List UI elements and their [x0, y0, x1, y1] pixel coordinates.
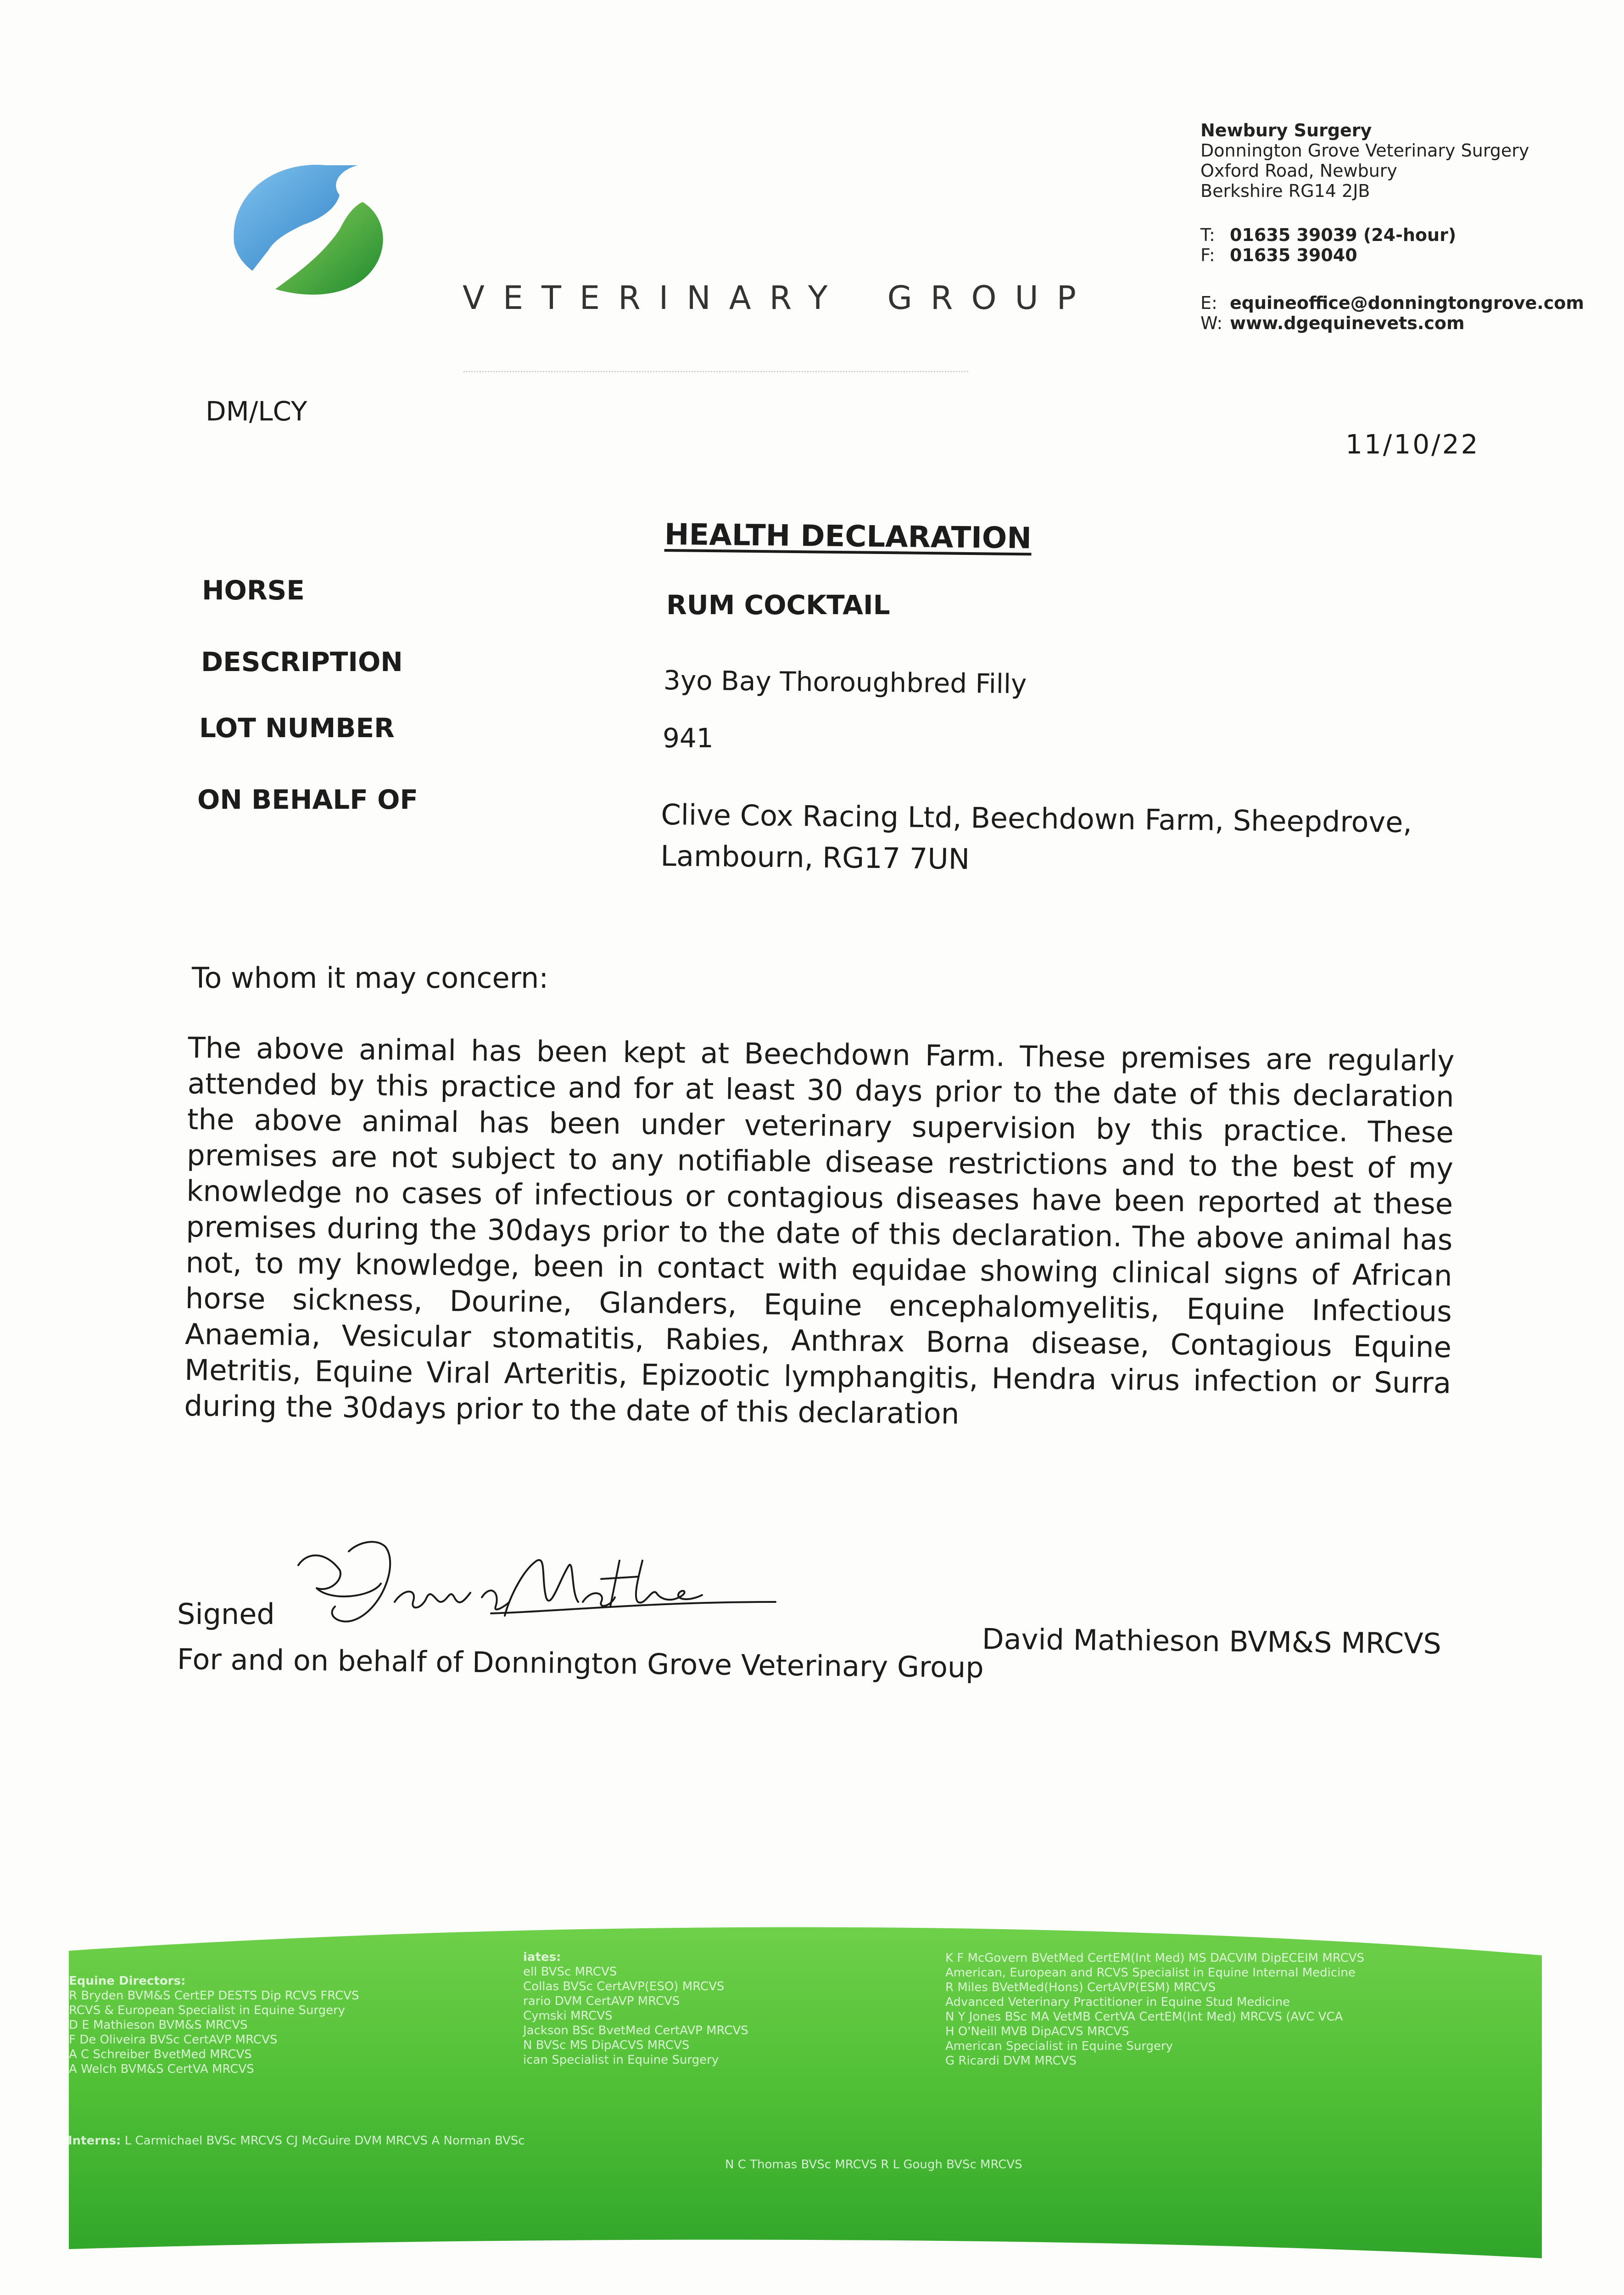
field-label-description: DESCRIPTION — [201, 646, 403, 677]
brand-wordmark — [463, 279, 1094, 317]
footer-line: A Welch BVM&S CertVA MRCVS — [69, 2062, 254, 2076]
footer-line: F De Oliveira BVSc CertAVP MRCVS — [69, 2033, 278, 2047]
contact-fax — [1200, 245, 1584, 265]
field-value-description: 3yo Bay Thoroughbred Filly — [663, 665, 1027, 700]
on-behalf-statement: For and on behalf of Donnington Grove Veterinary Group — [177, 1642, 984, 1685]
interns-list: L Carmichael BVSc MRCVS CJ McGuire DVM MRCVS A Norman BVSc — [124, 2134, 525, 2148]
footer-line: D E Mathieson BVM&S MRCVS — [69, 2018, 248, 2032]
footer-specialists — [945, 1951, 1364, 2068]
field-value-horse: RUM COCKTAIL — [666, 589, 890, 621]
contact-phone — [1200, 225, 1584, 245]
surgery-contacts — [1200, 225, 1584, 333]
footer-interns — [68, 2133, 525, 2148]
footer-line: N Y Jones BSc MA VetMB CertVA CertEM(Int Med) MRCVS (AVC VCA — [945, 2010, 1343, 2024]
veterinary-group-logo — [225, 151, 399, 317]
footer-line: ican Specialist in Equine Surgery — [523, 2053, 719, 2067]
contact-value: 01635 39039 (24-hour) — [1230, 225, 1457, 245]
greeting: To whom it may concern: — [192, 961, 549, 995]
behalf-line: Clive Cox Racing Ltd, Beechdown Farm, Sheepdrove, — [661, 798, 1412, 840]
field-label-on-behalf-of: ON BEHALF OF — [197, 784, 418, 815]
signed-label: Signed — [177, 1597, 275, 1631]
footer-line: American Specialist in Equine Surgery — [945, 2039, 1173, 2053]
address-line: Donnington Grove Veterinary Surgery — [1200, 140, 1529, 161]
declaration-body: The above animal has been kept at Beechdown Farm. These premises are regularly attended by this practice and for at least 30 days prior to the date of this declaration the above animal has been under veterinary supervision by this practice. These premises are not subject to any notifiable disease restrictions and to the best of my knowledge no cases of infectious or contagious diseases have been reported at these premises during the 30days prior to the date of this declaration. The above animal has not, to my knowledge, been in contact with equidae showing clinical signs of African horse sickness, Dourine, Glanders, Equine encephalomyelitis, Equine Infectious Anaemia, Vesicular stomatitis, Rabies, Anthrax Borna disease, Contagious Equine Metritis, Equine Viral Arteritis, Epizootic lymphangitis, Hendra virus infection or Surra during the 30days prior to the date of this declaration — [184, 1031, 1455, 1431]
footer-line: Jackson BSc BvetMed CertAVP MRCVS — [523, 2024, 748, 2038]
field-value-on-behalf-of — [660, 794, 1412, 884]
footer-line: American, European and RCVS Specialist in Equine Internal Medicine — [945, 1966, 1356, 1980]
surgery-name: Newbury Surgery — [1200, 120, 1372, 140]
contact-key: F: — [1200, 245, 1215, 265]
footer-line: Cymski MRCVS — [523, 2009, 613, 2023]
footer-line: G Ricardi DVM MRCVS — [945, 2054, 1077, 2068]
address-line: Berkshire RG14 2JB — [1200, 181, 1370, 201]
footer-line: R Bryden BVM&S CertEP DESTS Dip RCVS FRCVS — [69, 1989, 359, 2003]
address-line: Oxford Road, Newbury — [1200, 161, 1397, 181]
footer-line: R Miles BVetMed(Hons) CertAVP(ESM) MRCVS — [945, 1981, 1216, 1994]
contact-value: 01635 39040 — [1230, 245, 1357, 265]
contact-website — [1200, 313, 1584, 333]
footer-line: Collas BVSc CertAVP(ESO) MRCVS — [523, 1980, 725, 1993]
brand-word-veterinary: VETERINARY — [463, 279, 846, 317]
handwritten-signature — [289, 1533, 785, 1643]
footer-line: RCVS & European Specialist in Equine Surgery — [69, 2004, 346, 2017]
footer-associates — [523, 1950, 748, 2067]
letterhead-divider — [463, 371, 968, 372]
footer-heading: iates: — [523, 1950, 561, 1964]
contact-key: T: — [1200, 225, 1215, 245]
brand-word-group: GROUP — [887, 279, 1094, 317]
field-label-horse: HORSE — [202, 575, 305, 606]
footer-line: K F McGovern BVetMed CertEM(Int Med) MS DACVIM DipECEIM MRCVS — [945, 1951, 1365, 1965]
contact-email — [1200, 293, 1584, 313]
footer-line: N BVSc MS DipACVS MRCVS — [523, 2038, 690, 2052]
document-title: HEALTH DECLARATION — [664, 518, 1032, 556]
contact-value: www.dgequinevets.com — [1230, 313, 1465, 333]
footer-line: A C Schreiber BvetMed MRCVS — [69, 2048, 252, 2061]
footer-directors — [69, 1974, 359, 2077]
footer-line: rario DVM CertAVP MRCVS — [523, 1994, 680, 2008]
footer-line: Advanced Veterinary Practitioner in Equine Stud Medicine — [945, 1995, 1290, 2009]
contact-key: E: — [1200, 293, 1217, 313]
field-label-lot-number: LOT NUMBER — [199, 712, 395, 744]
letter-reference: DM/LCY — [206, 396, 307, 427]
footer-line: H O'Neill MVB DipACVS MRCVS — [945, 2025, 1129, 2038]
footer-line: ell BVSc MRCVS — [523, 1965, 617, 1979]
footer-interns-continued: N C Thomas BVSc MRCVS R L Gough BVSc MRCVS — [725, 2158, 1022, 2172]
signer-name: David Mathieson BVM&S MRCVS — [982, 1622, 1442, 1661]
contact-value: equineoffice@donningtongrove.com — [1230, 293, 1584, 313]
surgery-address — [1200, 120, 1529, 201]
contact-key: W: — [1200, 313, 1223, 333]
behalf-line: Lambourn, RG17 7UN — [660, 839, 970, 876]
letter-date: 11/10/22 — [1345, 429, 1480, 460]
footer-heading: Equine Directors: — [69, 1974, 186, 1988]
field-value-lot-number: 941 — [663, 722, 714, 754]
interns-label: Interns: — [68, 2134, 121, 2148]
